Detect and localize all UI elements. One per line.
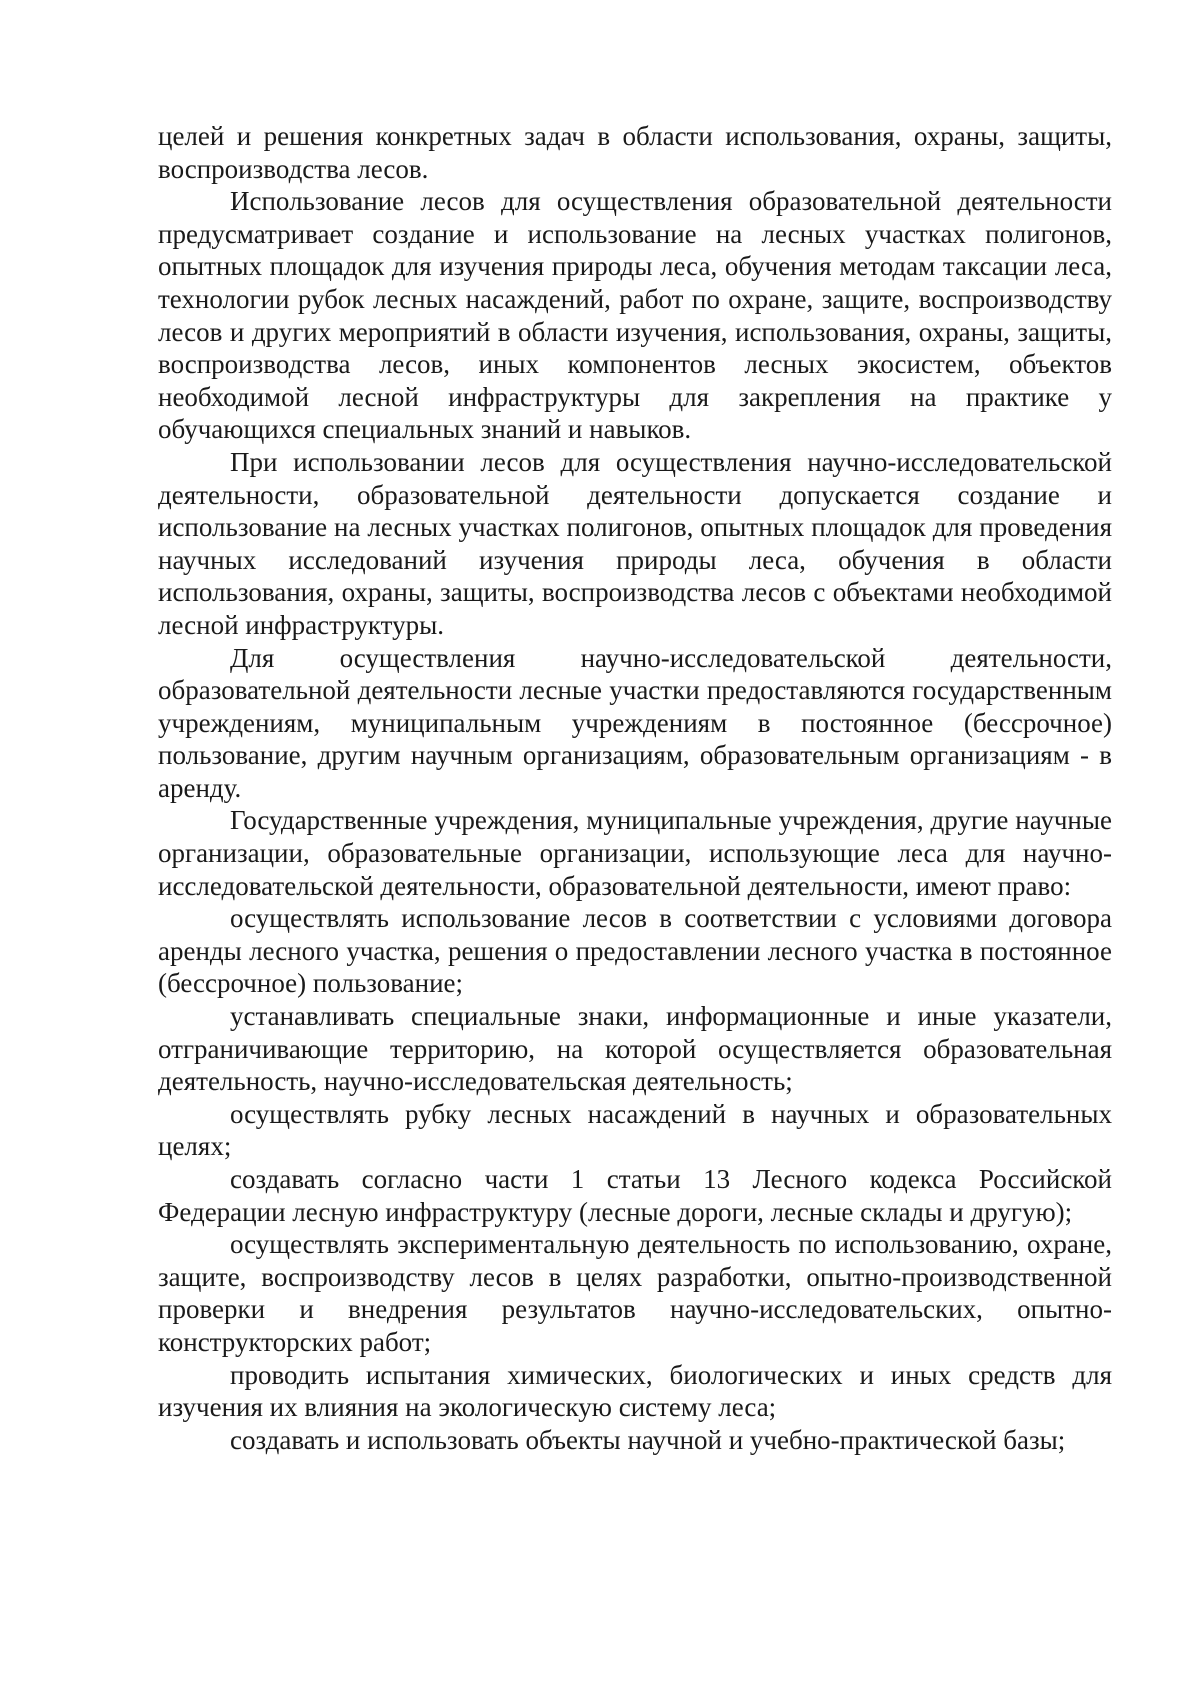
right-item-base-objects: создавать и использовать объекты научной и учебно-практической базы; (230, 1424, 1066, 1455)
paragraph-rights-intro: Государственные учреждения, муниципальные учреждения, другие научные организации, образовательные организации, использующие леса для научно-исследовательской деятельности, образовательной деятельности, имеют право: (158, 805, 1112, 901)
right-item-logging: осуществлять рубку лесных насаждений в научных и образовательных целях; (158, 1098, 1112, 1162)
paragraph-continuation: целей и решения конкретных задач в области использования, охраны, защиты, воспроизводства лесов. (158, 121, 1112, 184)
paragraph-educational-use: Использование лесов для осуществления образовательной деятельности предусматривает создание и использование на лесных участках полигонов, опытных площадок для изучения природы леса, обучения методам таксации леса, технологии рубок лесных насаждений, работ по охране, защите, воспроизводству лесов и других мероприятий в области изучения, использования, охраны, защиты, воспроизводства лесов, иных компонентов лесных экосистем, объектов необходимой лесной инфраструктуры для закрепления на практике у обучающихся специальных знаний и навыков. (158, 186, 1112, 445)
paragraph-land-provision: Для осуществления научно-исследовательской деятельности, образовательной деятельности лесные участки предоставляются государственным учреждениям, муниципальным учреждениям в постоянное (бессрочное) пользование, другим научным организациям, образовательным организациям - в аренду. (158, 642, 1112, 803)
right-item-infrastructure: создавать согласно части 1 статьи 13 Лесного кодекса Российской Федерации лесную инфраструктуру (лесные дороги, лесные склады и другую); (158, 1164, 1112, 1227)
right-item-experimental: осуществлять экспериментальную деятельность по использованию, охране, защите, воспроизводству лесов в целях разработки, опытно-производственной проверки и внедрения результатов научно-исследовательских, опытно-конструкторских работ; (158, 1229, 1112, 1357)
right-item-install-signs: устанавливать специальные знаки, информационные и иные указатели, отграничивающие территорию, на которой осуществляется образовательная деятельность, научно-исследовательская деятельность; (158, 1001, 1112, 1097)
document-body (158, 120, 1112, 1456)
right-item-testing: проводить испытания химических, биологических и иных средств для изучения их влияния на экологическую систему леса; (158, 1359, 1112, 1423)
right-item-use-forests: осуществлять использование лесов в соответствии с условиями договора аренды лесного участка, решения о предоставлении лесного участка в постоянное (бессрочное) пользование; (158, 903, 1112, 999)
paragraph-research-use: При использовании лесов для осуществления научно-исследовательской деятельности, образовательной деятельности допускается создание и использование на лесных участках полигонов, опытных площадок для проведения научных исследований изучения природы леса, обучения в области использования, охраны, защиты, воспроизводства лесов с объектами необходимой лесной инфраструктуры. (158, 446, 1112, 640)
